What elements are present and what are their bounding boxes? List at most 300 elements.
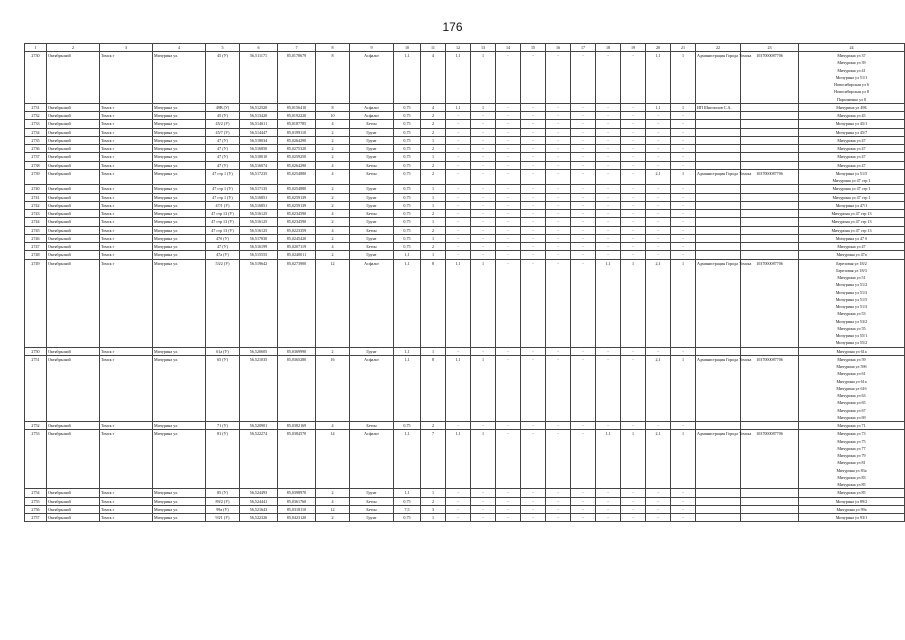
table-cell: 2739	[25, 169, 47, 185]
table-cell: 1	[421, 234, 446, 242]
table-cell: 1	[671, 259, 696, 347]
table-cell: 56,522326	[240, 514, 278, 522]
table-cell: -	[546, 234, 571, 242]
table-cell: -	[521, 514, 546, 522]
table-cell: Томск г	[100, 52, 153, 104]
table-cell: 56,521643	[240, 505, 278, 513]
table-cell: -	[621, 355, 646, 421]
table-cell: Мичурина ул 89/2	[799, 497, 905, 505]
table-cell: 56,516074	[240, 161, 278, 169]
table-cell: 1	[621, 259, 646, 347]
table-cell: 4	[316, 120, 350, 128]
table-cell: -	[671, 251, 696, 259]
table-cell	[696, 489, 741, 497]
table-cell: Томск г	[100, 226, 153, 234]
table-cell: -	[671, 226, 696, 234]
table-row	[25, 243, 905, 251]
table-cell: 47а (У)	[206, 251, 240, 259]
table-cell: 1	[671, 355, 696, 421]
table-cell	[696, 347, 741, 355]
table-cell: Томск г	[100, 422, 153, 430]
table-cell: Томск г	[100, 218, 153, 226]
table-cell: Мичурина ул 71	[799, 422, 905, 430]
table-cell: -	[546, 169, 571, 185]
table-cell: Грунт	[350, 136, 394, 144]
table-cell: Мичурина ул.	[153, 128, 206, 136]
table-cell: 47 (У)	[206, 243, 240, 251]
table-cell: Мичурина ул.	[153, 201, 206, 209]
col-header: 5	[206, 44, 240, 52]
table-cell: 16	[316, 355, 350, 421]
col-header: 13	[471, 44, 496, 52]
table-cell: 1	[421, 153, 446, 161]
table-cell: 0,75	[394, 497, 421, 505]
table-cell: -	[596, 52, 621, 104]
table-cell: -	[446, 201, 471, 209]
table-cell	[696, 112, 741, 120]
table-cell: -	[546, 161, 571, 169]
table-cell: 1,1	[446, 103, 471, 111]
table-cell: Мичурина ул 59 Мичурина ул 59б Мичурина ул 61 Мичурина ул 61а Мичурина ул 61б Мичурина ул 63 Мичурина ул 65 Мичурина ул 67 Мичурина ул 69	[799, 355, 905, 421]
table-cell: -	[446, 145, 471, 153]
table-cell: 2751	[25, 355, 47, 421]
table-cell	[741, 161, 799, 169]
table-cell: 1,1	[394, 259, 421, 347]
table-cell: -	[496, 489, 521, 497]
table-cell: 56,524493	[240, 489, 278, 497]
table-cell: -	[496, 136, 521, 144]
table-cell: 61а (У)	[206, 347, 240, 355]
table-cell: -	[471, 489, 496, 497]
col-header: 6	[240, 44, 278, 52]
table-cell: -	[621, 226, 646, 234]
table-cell: Мичурина ул.	[153, 161, 206, 169]
table-cell: Асфальт	[350, 52, 394, 104]
table-cell: 2754	[25, 489, 47, 497]
table-cell: 4	[316, 422, 350, 430]
table-cell: Октябрьский	[47, 234, 100, 242]
table-cell: -	[621, 112, 646, 120]
table-cell: 2747	[25, 243, 47, 251]
table-cell: 56,520605	[240, 347, 278, 355]
table-cell: 2741	[25, 193, 47, 201]
table-cell: -	[596, 234, 621, 242]
table-cell: Администрация Города Томска	[696, 355, 741, 421]
table-cell: Октябрьский	[47, 251, 100, 259]
table-cell: -	[471, 226, 496, 234]
table-cell: -	[571, 193, 596, 201]
table-cell: -	[621, 489, 646, 497]
table-cell: -	[571, 226, 596, 234]
table-cell: 2	[316, 185, 350, 193]
table-cell: 85,0423120	[278, 514, 316, 522]
table-cell: 99а (У)	[206, 505, 240, 513]
table-cell: -	[521, 210, 546, 218]
table-cell: -	[671, 218, 696, 226]
table-cell: -	[621, 185, 646, 193]
table-cell: 1	[471, 355, 496, 421]
table-cell: Томск г	[100, 259, 153, 347]
table-cell: -	[646, 489, 671, 497]
table-cell: 1,1	[446, 52, 471, 104]
table-cell: -	[446, 489, 471, 497]
table-cell: 0,75	[394, 210, 421, 218]
table-cell: -	[446, 514, 471, 522]
table-cell: 2	[421, 145, 446, 153]
table-cell: 2757	[25, 514, 47, 522]
table-cell: -	[546, 185, 571, 193]
table-cell: -	[596, 145, 621, 153]
table-cell: 56,517235	[240, 169, 278, 185]
table-cell: -	[496, 226, 521, 234]
table-cell: 0,75	[394, 103, 421, 111]
table-cell: -	[546, 243, 571, 251]
table-cell: -	[521, 226, 546, 234]
table-cell: 56,517830	[240, 234, 278, 242]
table-cell: 2	[421, 497, 446, 505]
table-row	[25, 505, 905, 513]
table-cell	[741, 234, 799, 242]
table-cell: -	[446, 185, 471, 193]
table-cell: -	[571, 112, 596, 120]
table-cell: Мичурина ул 47 стр 13	[799, 226, 905, 234]
table-cell: Мичурина ул.	[153, 103, 206, 111]
table-cell: -	[671, 145, 696, 153]
col-header: 14	[496, 44, 521, 52]
table-cell: -	[521, 234, 546, 242]
table-cell: 2	[421, 226, 446, 234]
table-cell: 1037000087706	[741, 259, 799, 347]
table-cell: 2746	[25, 234, 47, 242]
table-cell: -	[521, 259, 546, 347]
table-cell	[696, 128, 741, 136]
table-cell: 81 (У)	[206, 430, 240, 489]
table-cell	[741, 185, 799, 193]
table-cell: 85 (У)	[206, 489, 240, 497]
table-cell: -	[546, 514, 571, 522]
table-cell: Администрация Города Томска	[696, 169, 741, 185]
table-cell: -	[621, 243, 646, 251]
table-cell	[741, 251, 799, 259]
table-cell: Мичурина ул.	[153, 136, 206, 144]
table-cell: -	[446, 169, 471, 185]
table-cell: -	[521, 243, 546, 251]
table-cell	[696, 120, 741, 128]
table-cell: Мичурина ул 47 стр 13	[799, 210, 905, 218]
table-cell: Октябрьский	[47, 243, 100, 251]
table-cell	[741, 489, 799, 497]
table-cell: 85,0264290	[278, 161, 316, 169]
page-number: 176	[442, 20, 463, 34]
table-cell: 56,519642	[240, 259, 278, 347]
table-cell: -	[646, 153, 671, 161]
table-cell: Бетон	[350, 243, 394, 251]
table-cell: Бетон	[350, 120, 394, 128]
table-cell: -	[646, 193, 671, 201]
table-cell: -	[646, 128, 671, 136]
table-cell: Октябрьский	[47, 505, 100, 513]
table-cell: Томск г	[100, 193, 153, 201]
table-cell: -	[521, 185, 546, 193]
table-cell: -	[671, 210, 696, 218]
table-cell: Мичурина ул.	[153, 169, 206, 185]
table-row	[25, 193, 905, 201]
table-cell: -	[596, 210, 621, 218]
table-cell: Томск г	[100, 355, 153, 421]
table-cell: -	[571, 153, 596, 161]
table-cell: -	[496, 128, 521, 136]
table-cell: 3	[421, 505, 446, 513]
col-header: 15	[521, 44, 546, 52]
table-cell: -	[471, 136, 496, 144]
table-cell: Томск г	[100, 201, 153, 209]
table-cell	[696, 161, 741, 169]
table-cell: 45 (У)	[206, 52, 240, 104]
table-cell	[741, 497, 799, 505]
header-row	[25, 44, 905, 52]
table-cell: Мичурина ул.	[153, 120, 206, 128]
table-cell	[696, 251, 741, 259]
table-cell: 0,75	[394, 514, 421, 522]
table-cell: -	[571, 136, 596, 144]
table-cell: -	[621, 505, 646, 513]
table-cell	[696, 497, 741, 505]
table-cell: -	[471, 347, 496, 355]
col-header: 19	[621, 44, 646, 52]
table-cell: -	[446, 251, 471, 259]
table-cell: 85,0384570	[278, 430, 316, 489]
table-cell: 4	[421, 52, 446, 104]
table-row	[25, 514, 905, 522]
table-cell: Мичурина ул 37 Мичурина ул 39 Мичурина ул 41 Мичурина ул 51/1 Новосибирская ул 6 Новосибирская ул 8 Пархоменко ул 8	[799, 52, 905, 104]
table-cell: 65 (У)	[206, 355, 240, 421]
table-cell: Мичурина ул.	[153, 422, 206, 430]
table-cell: -	[621, 153, 646, 161]
table-cell: -	[446, 505, 471, 513]
table-cell: Мичурина ул 45/7	[799, 128, 905, 136]
table-cell: -	[521, 201, 546, 209]
table-cell: -	[621, 497, 646, 505]
table-cell: -	[596, 103, 621, 111]
table-cell: 85,0398970	[278, 489, 316, 497]
table-cell: Бетон	[350, 226, 394, 234]
table-row	[25, 259, 905, 347]
table-cell: -	[546, 430, 571, 489]
table-cell: Грунт	[350, 218, 394, 226]
table-cell: -	[571, 355, 596, 421]
table-cell: -	[596, 128, 621, 136]
table-cell: 1	[621, 430, 646, 489]
table-cell: -	[671, 193, 696, 201]
table-cell: 1	[471, 430, 496, 489]
table-cell: 2750	[25, 347, 47, 355]
table-cell: Октябрьский	[47, 226, 100, 234]
table-cell: -	[546, 422, 571, 430]
table-cell: 14	[316, 430, 350, 489]
table-cell: 85,0187785	[278, 120, 316, 128]
table-cell: 0,75	[394, 234, 421, 242]
table-cell: -	[496, 193, 521, 201]
table-cell: -	[546, 52, 571, 104]
table-cell: -	[571, 347, 596, 355]
table-cell: -	[496, 112, 521, 120]
table-cell: Бетон	[350, 422, 394, 430]
table-cell: -	[671, 161, 696, 169]
table-cell	[741, 120, 799, 128]
table-cell: -	[446, 161, 471, 169]
table-cell: 2	[316, 153, 350, 161]
table-cell: -	[596, 243, 621, 251]
table-cell: -	[546, 355, 571, 421]
table-row	[25, 128, 905, 136]
table-cell: -	[496, 243, 521, 251]
table-cell: -	[471, 120, 496, 128]
table-cell: 2	[421, 120, 446, 128]
table-row	[25, 136, 905, 144]
table-cell: Асфальт	[350, 259, 394, 347]
table-cell: Мичурина ул.	[153, 259, 206, 347]
table-cell	[741, 201, 799, 209]
table-cell: -	[571, 169, 596, 185]
table-cell: -	[546, 145, 571, 153]
col-header: 3	[100, 44, 153, 52]
table-cell: 2	[421, 161, 446, 169]
table-cell: 1	[421, 251, 446, 259]
table-cell: 2	[316, 201, 350, 209]
table-cell: -	[596, 185, 621, 193]
table-cell: -	[671, 201, 696, 209]
table-row	[25, 120, 905, 128]
table-cell: -	[546, 193, 571, 201]
table-cell: Мичурина ул 49Б	[799, 103, 905, 111]
table-cell: 2	[316, 251, 350, 259]
table-cell	[741, 193, 799, 201]
table-cell: Грунт	[350, 128, 394, 136]
table-cell: 1	[421, 514, 446, 522]
table-cell: -	[571, 251, 596, 259]
table-cell: 2734	[25, 128, 47, 136]
table-cell: Октябрьский	[47, 112, 100, 120]
table-cell: Октябрьский	[47, 218, 100, 226]
table-cell: -	[621, 145, 646, 153]
table-cell: Мичурина ул.	[153, 251, 206, 259]
table-cell	[696, 218, 741, 226]
table-row	[25, 145, 905, 153]
table-row	[25, 226, 905, 234]
table-cell: -	[521, 120, 546, 128]
table-cell: -	[621, 169, 646, 185]
table-cell: Мичурина ул 47а	[799, 251, 905, 259]
table-cell: -	[646, 185, 671, 193]
table-cell: -	[496, 161, 521, 169]
table-cell: 2	[316, 193, 350, 201]
table-cell: 1,1	[394, 251, 421, 259]
table-cell: 1	[421, 185, 446, 193]
table-cell: 4	[316, 226, 350, 234]
table-cell: 2749	[25, 259, 47, 347]
table-cell: 56,514447	[240, 128, 278, 136]
table-cell: -	[596, 226, 621, 234]
col-header: 2	[47, 44, 100, 52]
table-cell: Мичурина ул.	[153, 497, 206, 505]
table-cell: -	[596, 514, 621, 522]
table-cell: 2745	[25, 226, 47, 234]
table-cell: Мичурина ул 51/5 Мичурина ул 47 стр 1	[799, 169, 905, 185]
table-cell: -	[646, 422, 671, 430]
table-cell: -	[671, 120, 696, 128]
table-cell: -	[671, 128, 696, 136]
registry-table	[24, 43, 905, 522]
table-cell: Мичурина ул.	[153, 226, 206, 234]
table-cell: -	[496, 234, 521, 242]
table-cell: -	[446, 193, 471, 201]
table-row	[25, 161, 905, 169]
table-cell: -	[446, 347, 471, 355]
table-cell: 8	[421, 355, 446, 421]
table-cell: -	[496, 169, 521, 185]
table-cell: -	[646, 243, 671, 251]
table-cell: Мичурина ул 47 стр 13	[799, 218, 905, 226]
table-cell: 12	[316, 505, 350, 513]
table-cell: 47 стр 1 (У)	[206, 169, 240, 185]
table-cell: -	[571, 259, 596, 347]
table-cell: -	[571, 128, 596, 136]
table-cell	[741, 514, 799, 522]
table-cell	[741, 243, 799, 251]
table-cell: -	[546, 210, 571, 218]
table-cell: -	[446, 226, 471, 234]
table-cell: 2	[316, 218, 350, 226]
table-cell: 1,1	[394, 52, 421, 104]
table-cell: -	[546, 226, 571, 234]
table-cell: Мичурина ул 47 б	[799, 234, 905, 242]
table-cell: 56,511171	[240, 52, 278, 104]
table-cell: Грунт	[350, 193, 394, 201]
table-row	[25, 153, 905, 161]
table-cell: Мичурина ул.	[153, 355, 206, 421]
table-cell: 1,1	[446, 259, 471, 347]
table-cell: -	[571, 497, 596, 505]
table-cell: Мичурина ул 45	[799, 112, 905, 120]
table-cell: Томск г	[100, 489, 153, 497]
table-cell: 85,0361760	[278, 497, 316, 505]
table-cell: Мичурина ул 85	[799, 489, 905, 497]
table-cell: 1037000087706	[741, 52, 799, 104]
col-header: 16	[546, 44, 571, 52]
table-cell: -	[471, 505, 496, 513]
table-cell: -	[596, 489, 621, 497]
table-cell: Мичурина ул.	[153, 347, 206, 355]
table-cell: -	[621, 422, 646, 430]
table-cell: Мичурина ул.	[153, 489, 206, 497]
table-cell: -	[521, 161, 546, 169]
table-cell: -	[621, 52, 646, 104]
table-cell: -	[671, 112, 696, 120]
table-cell: -	[571, 430, 596, 489]
table-cell	[741, 153, 799, 161]
table-cell: 0,75	[394, 243, 421, 251]
table-cell: -	[596, 347, 621, 355]
table-cell: -	[621, 514, 646, 522]
table-cell: Октябрьский	[47, 52, 100, 104]
table-row	[25, 169, 905, 185]
table-cell: -	[671, 234, 696, 242]
table-cell: 1	[421, 218, 446, 226]
table-cell: 2	[421, 169, 446, 185]
table-cell: Мичурина ул.	[153, 145, 206, 153]
table-cell: 85,0275320	[278, 145, 316, 153]
table-cell: -	[546, 120, 571, 128]
